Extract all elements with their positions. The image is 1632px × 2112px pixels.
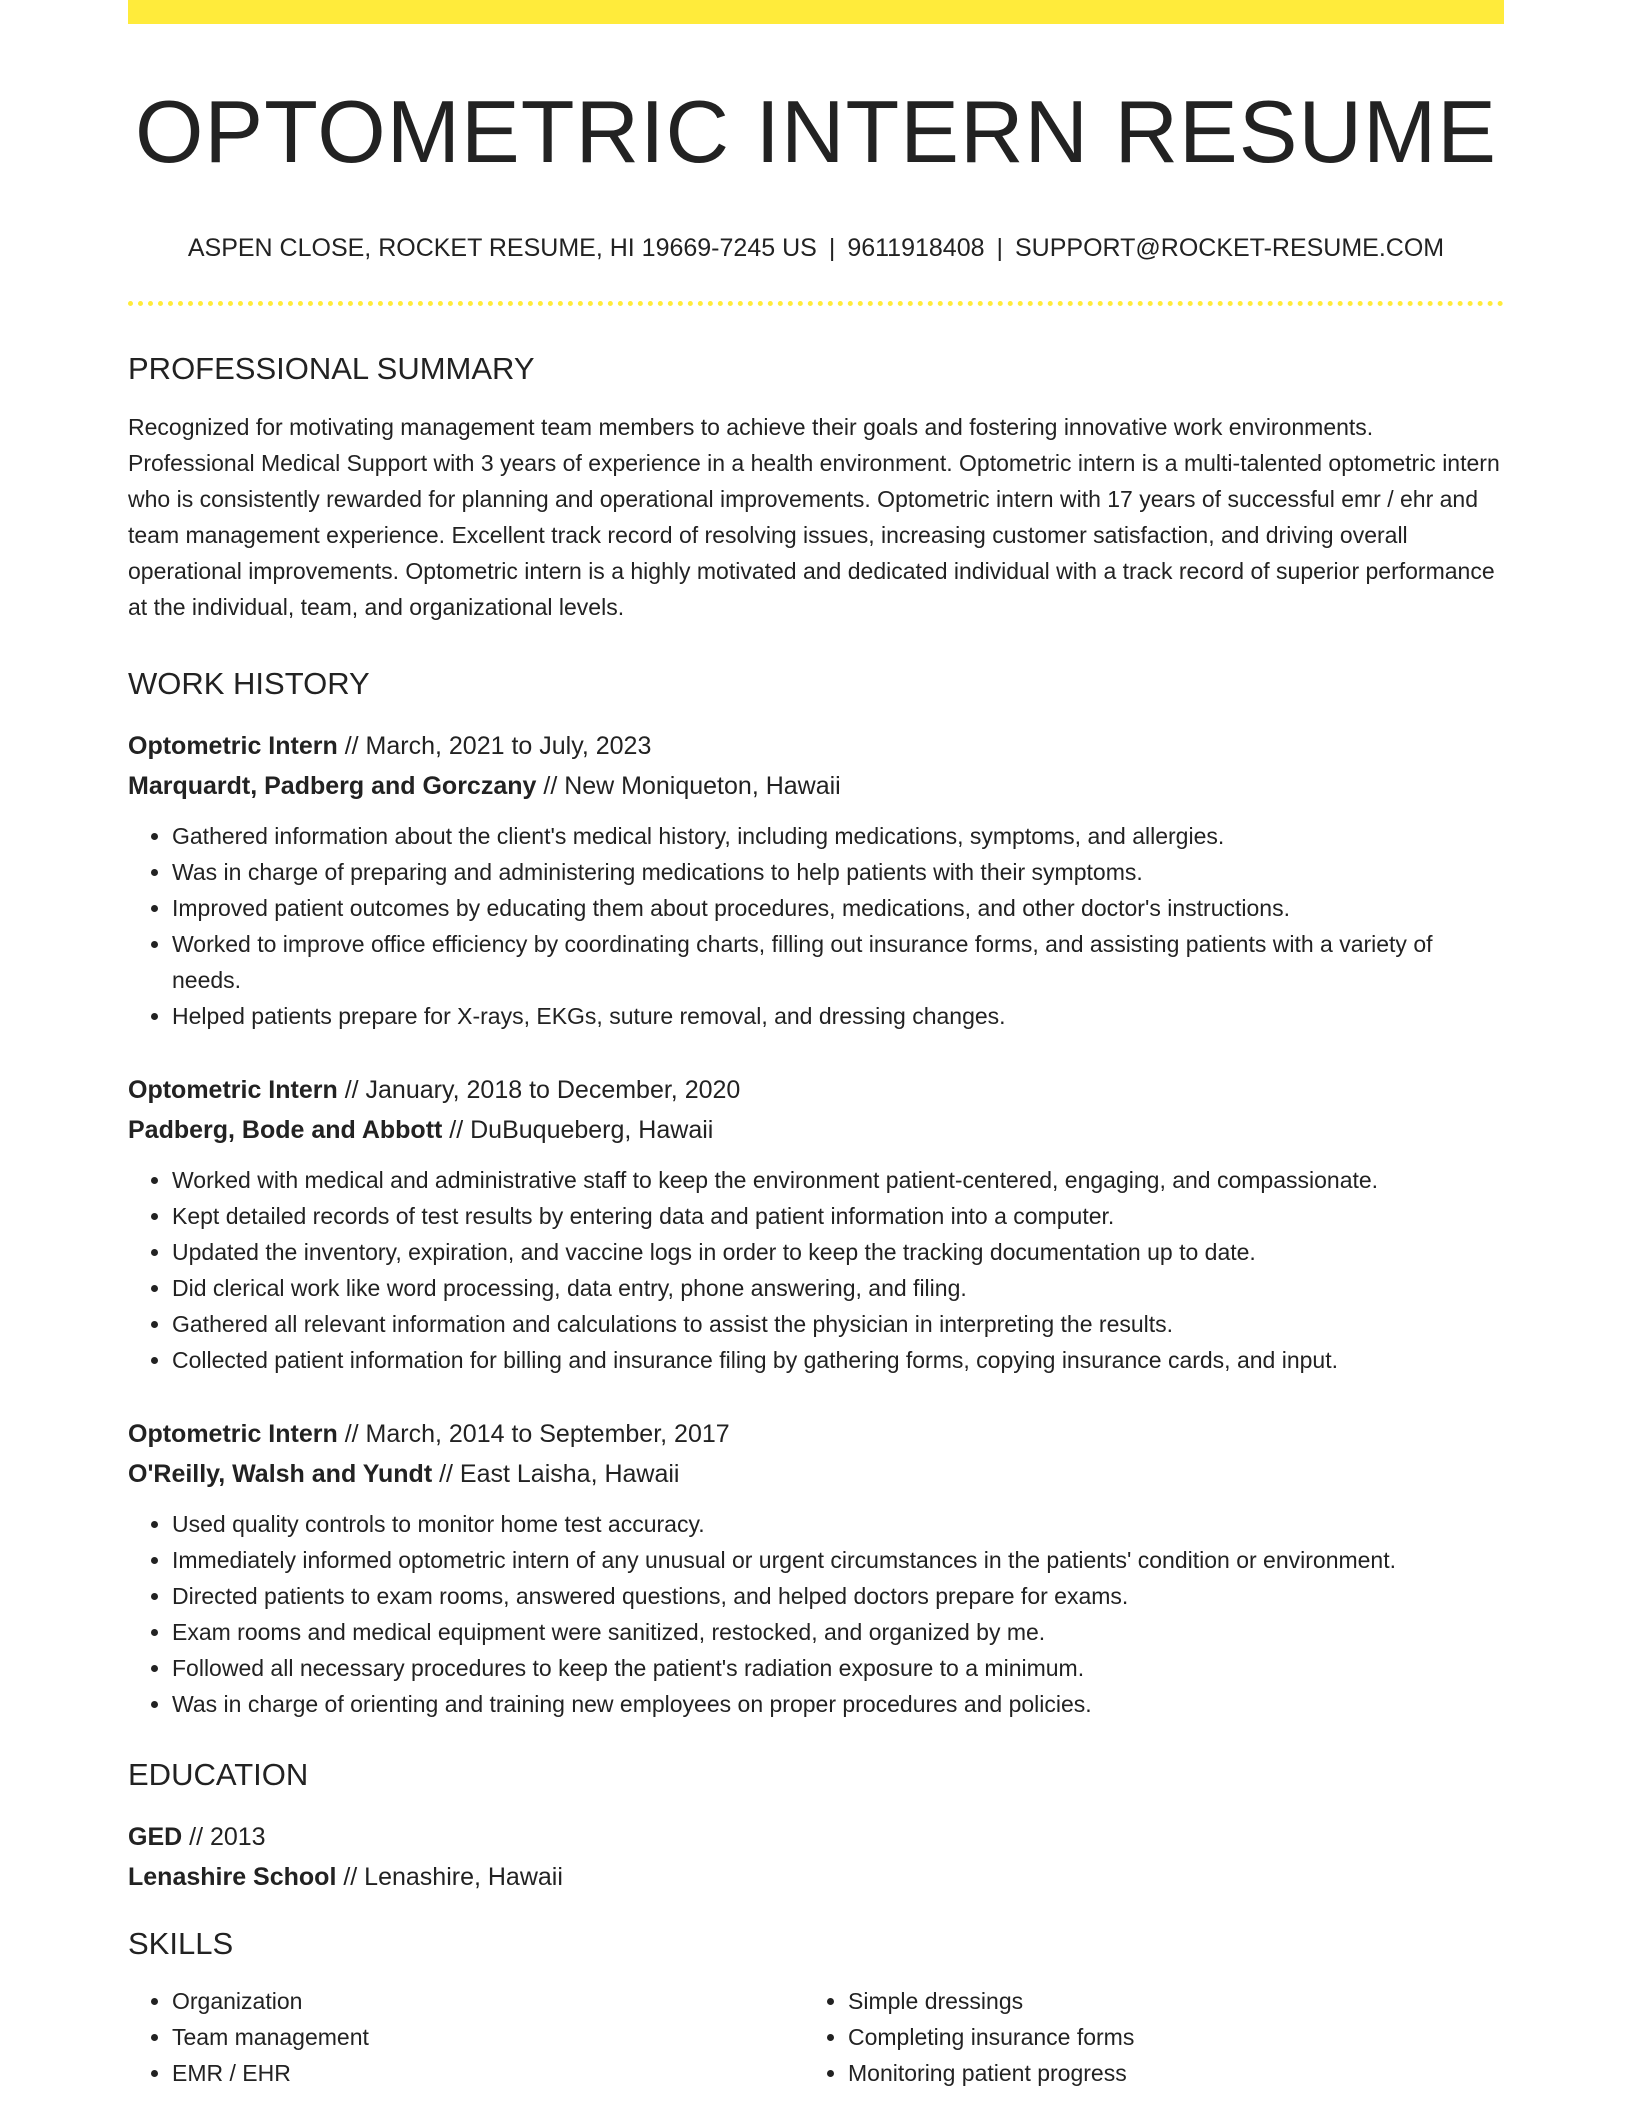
list-item: • Used quality controls to monitor home test accuracy.: [172, 1506, 1504, 1542]
job-company-line: [128, 1454, 1504, 1494]
job-entry: [128, 1070, 1504, 1378]
job-dates: // March, 2014 to September, 2017: [337, 1420, 730, 1449]
list-item: • Immediately informed optometric intern of any unusual or urgent circumstances in the patients' condition or environment.: [172, 1542, 1504, 1578]
list-item: • Exam rooms and medical equipment were sanitized, restocked, and organized by me.: [172, 1614, 1504, 1650]
skills-column-right: [804, 1983, 1480, 2091]
list-item: • Kept detailed records of test results by entering data and patient information into a computer.: [172, 1198, 1504, 1234]
job-company: Padberg, Bode and Abbott: [128, 1116, 443, 1145]
job-location: // DuBuqueberg, Hawaii: [442, 1116, 714, 1145]
job-location: // East Laisha, Hawaii: [432, 1460, 680, 1489]
education-location: // Lenashire, Hawaii: [336, 1863, 563, 1892]
contact-email[interactable]: SUPPORT@ROCKET-RESUME.COM: [1015, 233, 1445, 262]
job-title: Optometric Intern: [128, 1420, 338, 1449]
list-item: • Directed patients to exam rooms, answered questions, and helped doctors prepare for exams.: [172, 1578, 1504, 1614]
job-dates: // January, 2018 to December, 2020: [337, 1076, 741, 1105]
list-item: • Collected patient information for billing and insurance filing by gathering forms, copying insurance cards, and input.: [172, 1342, 1504, 1378]
contact-address: ASPEN CLOSE, ROCKET RESUME, HI 19669-7245 US: [187, 233, 817, 262]
contact-phone: 9611918408: [847, 233, 985, 262]
job-entry: [128, 726, 1504, 1034]
section-heading-summary: PROFESSIONAL SUMMARY: [128, 350, 535, 386]
job-title-line: [128, 1070, 1504, 1110]
skills-list: [128, 1983, 1504, 2091]
job-company: O'Reilly, Walsh and Yundt: [128, 1460, 433, 1489]
job-company-line: [128, 766, 1504, 806]
list-item: • Was in charge of orienting and training new employees on proper procedures and policies.: [172, 1686, 1504, 1722]
list-item: • Worked to improve office efficiency by coordinating charts, filling out insurance forms, and assisting patients with a variety of needs.: [172, 926, 1504, 998]
section-heading-work: WORK HISTORY: [128, 665, 370, 701]
list-item: • Completing insurance forms: [848, 2019, 1480, 2055]
list-item: • Improved patient outcomes by educating them about procedures, medications, and other doctor's instructions.: [172, 890, 1504, 926]
list-item: • Worked with medical and administrative staff to keep the environment patient-centered, engaging, and compassionate.: [172, 1162, 1504, 1198]
resume-title: OPTOMETRIC INTERN RESUME: [134, 82, 1497, 181]
education-school: Lenashire School: [128, 1863, 337, 1892]
job-title-line: [128, 1414, 1504, 1454]
list-item: • Gathered information about the client's medical history, including medications, symptoms, and allergies.: [172, 818, 1504, 854]
job-company: Marquardt, Padberg and Gorczany: [128, 772, 537, 801]
list-item: • Monitoring patient progress: [848, 2055, 1480, 2091]
job-bullets: [128, 818, 1504, 1034]
education-year: // 2013: [182, 1823, 266, 1852]
job-company-line: [128, 1110, 1504, 1150]
job-entry: [128, 1414, 1504, 1722]
list-item: • Was in charge of preparing and administering medications to help patients with their symptoms.: [172, 854, 1504, 890]
list-item: • Followed all necessary procedures to keep the patient's radiation exposure to a minimum.: [172, 1650, 1504, 1686]
job-title: Optometric Intern: [128, 732, 338, 761]
top-accent-bar: [128, 0, 1504, 24]
education-degree: GED: [128, 1823, 183, 1852]
contact-line: [128, 233, 1504, 263]
list-item: • EMR / EHR: [172, 2055, 804, 2091]
list-item: • Team management: [172, 2019, 804, 2055]
summary-text: Recognized for motivating management team members to achieve their goals and fostering innovative work environments. Professional Medical Support with 3 years of experience in a health environment. Optometric intern is a multi-talented optometric intern who is consistently rewarded for planning and operational improvements. Optometric intern with 17 years of successful emr / ehr and team management experience. Excellent track record of resolving issues, increasing customer satisfaction, and driving overall operational improvements. Optometric intern is a highly motivated and dedicated individual with a track record of superior performance at the individual, team, and organizational levels.: [128, 413, 1500, 620]
job-bullets: [128, 1162, 1504, 1378]
resume-page: [128, 0, 1504, 2091]
job-title: Optometric Intern: [128, 1076, 338, 1105]
list-item: • Updated the inventory, expiration, and vaccine logs in order to keep the tracking documentation up to date.: [172, 1234, 1504, 1270]
list-item: • Gathered all relevant information and calculations to assist the physician in interpreting the results.: [172, 1306, 1504, 1342]
contact-separator: |: [996, 233, 1003, 262]
job-location: // New Moniqueton, Hawaii: [536, 772, 841, 801]
list-item: • Organization: [172, 1983, 804, 2019]
list-item: • Did clerical work like word processing, data entry, phone answering, and filing.: [172, 1270, 1504, 1306]
education-school-line: [128, 1857, 1504, 1897]
job-title-line: [128, 726, 1504, 766]
list-item: • Helped patients prepare for X-rays, EKGs, suture removal, and dressing changes.: [172, 998, 1504, 1034]
job-dates: // March, 2021 to July, 2023: [337, 732, 652, 761]
header-divider: [128, 301, 1504, 306]
skills-column-left: [128, 1983, 804, 2091]
education-degree-line: [128, 1817, 1504, 1857]
job-bullets: [128, 1506, 1504, 1722]
contact-separator: |: [828, 233, 836, 262]
section-heading-education: EDUCATION: [128, 1757, 309, 1793]
list-item: • Simple dressings: [848, 1983, 1480, 2019]
education-entry: [128, 1817, 1504, 1897]
section-heading-skills: SKILLS: [128, 1926, 234, 1962]
